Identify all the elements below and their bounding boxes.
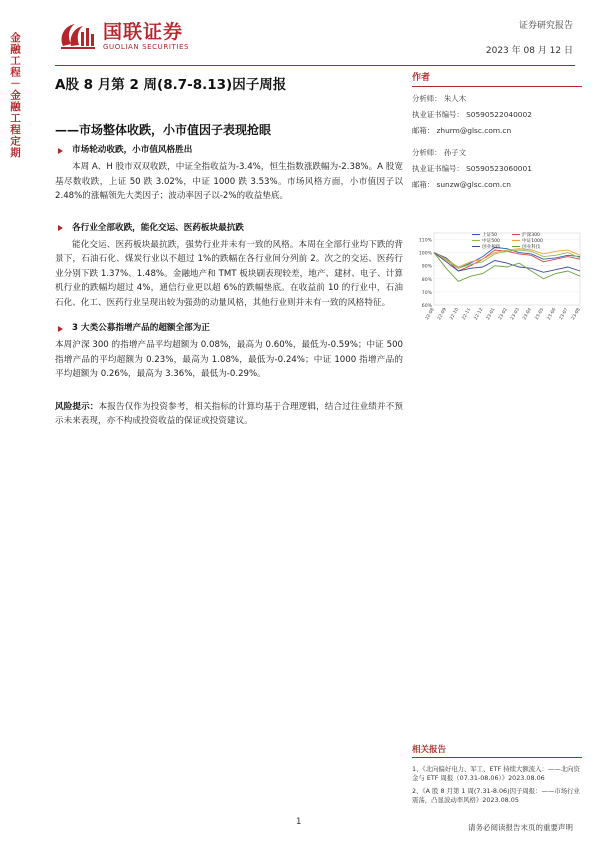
author-cert: 执业证书编号： S0590523060001 — [412, 164, 532, 173]
risk-text: 本报告仅作为投资参考，相关指标的计算均基于合理逻辑，结合过往业绩并不预示未来表现，亦不构成投资收益的保证或投资建议。 — [55, 401, 403, 426]
footer-disclaimer: 请务必阅读报告末页的重要声明 — [468, 823, 573, 832]
side-category-label: 金融工程－金融工程定期 — [9, 32, 21, 159]
report-title: A股 8 月第 2 周(8.7-8.13)因子周报 — [55, 77, 287, 93]
logo-mark-icon — [57, 20, 99, 52]
section-heading-text: 市场轮动收跌，小市值风格胜出 — [72, 145, 193, 155]
series-line — [434, 253, 580, 273]
section-heading-text: 各行业全部收跌，能化交运、医药板块最抗跌 — [72, 222, 244, 233]
related-reports — [412, 743, 582, 809]
section-heading-text: 3 大类公募指增产品的超额全部为正 — [72, 323, 210, 333]
y-tick-label: 70% — [421, 290, 432, 296]
report-date: 2023 年 08 月 12 日 — [485, 46, 573, 56]
author-1 — [412, 91, 582, 193]
logo-chinese-name: 国联证券 — [103, 20, 184, 43]
legend-label: 中证500 — [482, 239, 500, 244]
triangle-bullet-icon — [58, 225, 63, 231]
legend-label: 上证50 — [482, 233, 498, 238]
y-tick-label: 80% — [421, 277, 432, 283]
x-tick-label: 22-09 — [437, 307, 448, 322]
author-email[interactable]: 邮箱： zhurm@glsc.com.cn — [412, 126, 512, 135]
y-tick-label: 100% — [418, 251, 432, 257]
x-tick-label: 22-12 — [473, 307, 485, 322]
section-funds — [55, 322, 403, 382]
series-line — [434, 250, 580, 271]
risk-label: 风险提示： — [55, 401, 99, 412]
related-title: 相关报告 — [412, 743, 582, 758]
related-list — [412, 765, 582, 805]
risk-warning — [55, 400, 403, 429]
y-tick-label: 90% — [421, 264, 432, 270]
index-performance-chart — [412, 225, 584, 325]
report-subtitle: ——市场整体收跌，小市值因子表现抢眼 — [55, 123, 272, 137]
related-item[interactable]: 2、《A 股 8 月第 1 周(7.31-8.06)因子周报：——市场行业震荡，凸显波动率风格》2023.08.05 — [412, 787, 580, 804]
author-panel — [412, 70, 582, 193]
related-item[interactable]: 1、《北向偏好电力、军工、ETF 持续大额流入：——北向资金与 ETF 周报（07.31-08.06）》2023.08.06 — [412, 765, 580, 782]
triangle-bullet-icon — [58, 326, 63, 332]
triangle-bullet-icon — [58, 148, 63, 154]
x-tick-label: 23-02 — [498, 307, 509, 322]
x-tick-label: 23-01 — [485, 307, 497, 322]
section-heading — [55, 144, 403, 157]
legend-label: 创业科技 — [522, 245, 541, 250]
section-heading — [55, 222, 403, 235]
x-tick-label: 23-08 — [571, 307, 582, 322]
x-tick-label: 22-08 — [425, 307, 436, 322]
author-email[interactable]: 邮箱： sunzw@glsc.com.cn — [412, 180, 511, 189]
report-type: 证券研究报告 — [518, 21, 573, 31]
legend-label: 沪深300 — [522, 233, 540, 238]
section-heading — [55, 322, 403, 335]
summary-column — [55, 144, 403, 429]
page-number: 1 — [296, 817, 302, 827]
legend-label: 创业板指 — [482, 245, 501, 250]
x-tick-label: 23-06 — [546, 307, 558, 322]
x-tick-label: 23-07 — [558, 307, 570, 322]
x-tick-label: 22-11 — [461, 307, 473, 322]
author-analyst: 分析师： 朱人木 — [412, 94, 467, 103]
x-tick-label: 23-03 — [510, 307, 521, 322]
logo-english-name: GUOLIAN SECURITIES — [103, 42, 190, 51]
section-body: 本周 A、H 股市双双收跌，中证全指收益为-3.4%，恒生指数涨跌幅为-2.38%。A 股宽基尽数收跌，上证 50 跌 3.02%，中证 1000 跌 3.53%。市场风格方面，小市值因子以 2.48%的涨幅领先大类因子；波动率因子以-2%的收益垫底。 — [55, 162, 403, 201]
side-band — [0, 0, 30, 842]
company-logo — [57, 20, 189, 52]
y-tick-label: 110% — [418, 238, 432, 244]
author-cert: 执业证书编号： S0590522040002 — [412, 110, 532, 119]
author-title: 作者 — [412, 70, 582, 87]
y-tick-label: 60% — [421, 304, 432, 309]
section-market — [55, 144, 403, 204]
x-tick-label: 22-10 — [449, 307, 461, 322]
section-body: 本周沪深 300 的指增产品平均超额为 0.08%，最高为 0.60%，最低为-0.59%；中证 500 指增产品的平均超额为 0.23%，最高为 1.08%，最低为-0.24%；中证 1000 指增产品的平均超额为 0.26%，最高为 3.36%，最低为-0.29%。 — [55, 340, 403, 379]
chart-svg — [412, 225, 584, 325]
legend-label: 中证1000 — [522, 239, 543, 244]
section-body: 能化交运、医药板块最抗跌，强势行业并未有一致的风格。本周在全部行业均下跌的背景下，石油石化、煤炭行业以不超过 1%的跌幅在各行业间分列前 2。次之的交运、医药行业分别下跌 1.37%、1.48%。金融地产和 TMT 板块刷表现较差，地产、建材、电子、计算机行业的跌幅均超过 4%，通信行业更以超 6%的跌幅垫底。在收益前 10 的行业中，石油石化、化工、医药行业呈现出较为强劲的动量风格，其他行业则并未有一致的风格特征。 — [55, 239, 403, 308]
header-rule — [55, 65, 575, 66]
section-industry — [55, 222, 403, 311]
author-analyst: 分析师： 孙子文 — [412, 148, 467, 157]
x-tick-label: 23-05 — [534, 307, 546, 322]
x-tick-label: 23-04 — [522, 307, 534, 322]
